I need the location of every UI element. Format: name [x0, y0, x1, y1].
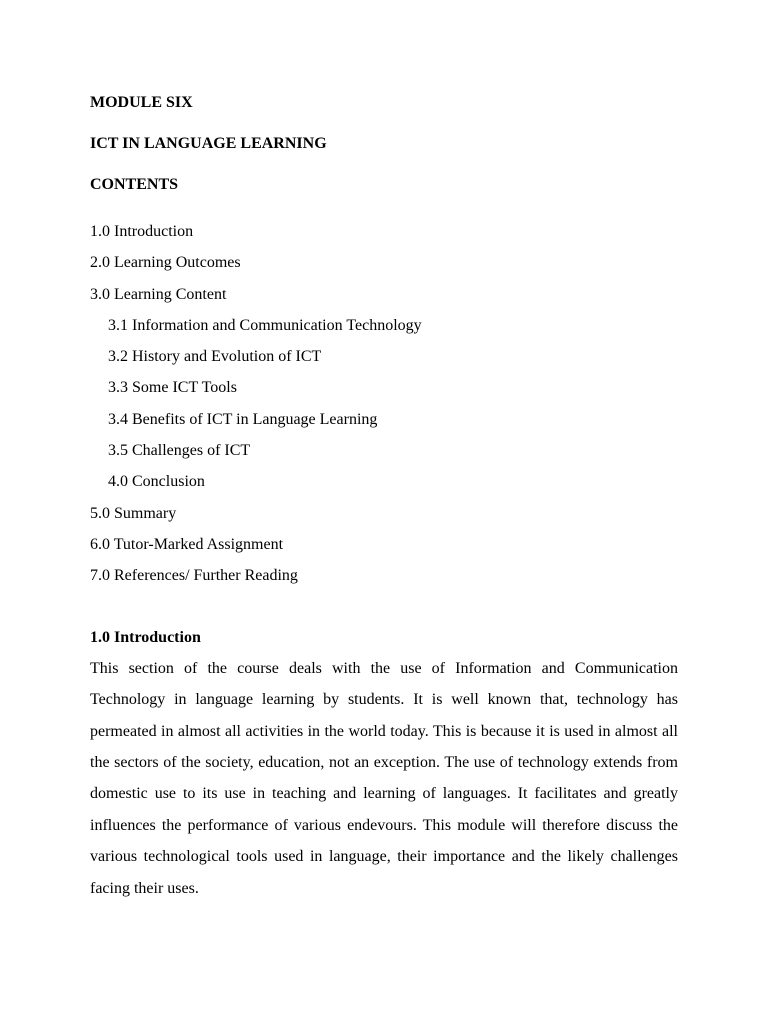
toc-subitem: 3.2 History and Evolution of ICT: [108, 348, 322, 366]
introduction-heading: 1.0 Introduction: [90, 628, 201, 646]
toc-subitem: 4.0 Conclusion: [108, 473, 205, 491]
toc-item: 3.0 Learning Content: [90, 285, 227, 303]
introduction-paragraph: This section of the course deals with the use of Information and Communication Technology in language learning by students. It is well known that, technology has permeated in almost all activities in the world today. This is because it is used in almost all the sectors of the society, education, not an exception. The use of technology extends from domestic use to its use in teaching and learning of languages. It facilitates and greatly influences the performance of various endevours. This module will therefore discuss the various technological tools used in language, their importance and the likely challenges facing their uses.: [90, 659, 678, 897]
table-of-contents: [90, 216, 678, 592]
toc-item: 2.0 Learning Outcomes: [90, 254, 241, 272]
toc-item: 6.0 Tutor-Marked Assignment: [90, 535, 284, 553]
toc-subitem: 3.5 Challenges of ICT: [108, 442, 251, 460]
toc-subitem: 3.1 Information and Communication Technology: [108, 316, 422, 334]
document-page: [90, 92, 678, 904]
module-label: MODULE SIX: [90, 94, 193, 111]
toc-subitem: 3.3 Some ICT Tools: [108, 379, 237, 397]
contents-heading: CONTENTS: [90, 176, 179, 193]
toc-subitem: 3.4 Benefits of ICT in Language Learning: [108, 410, 378, 428]
toc-item: 1.0 Introduction: [90, 223, 194, 240]
toc-item: 5.0 Summary: [90, 504, 177, 522]
toc-item: 7.0 References/ Further Reading: [90, 567, 298, 585]
module-title: ICT IN LANGUAGE LEARNING: [90, 135, 327, 152]
